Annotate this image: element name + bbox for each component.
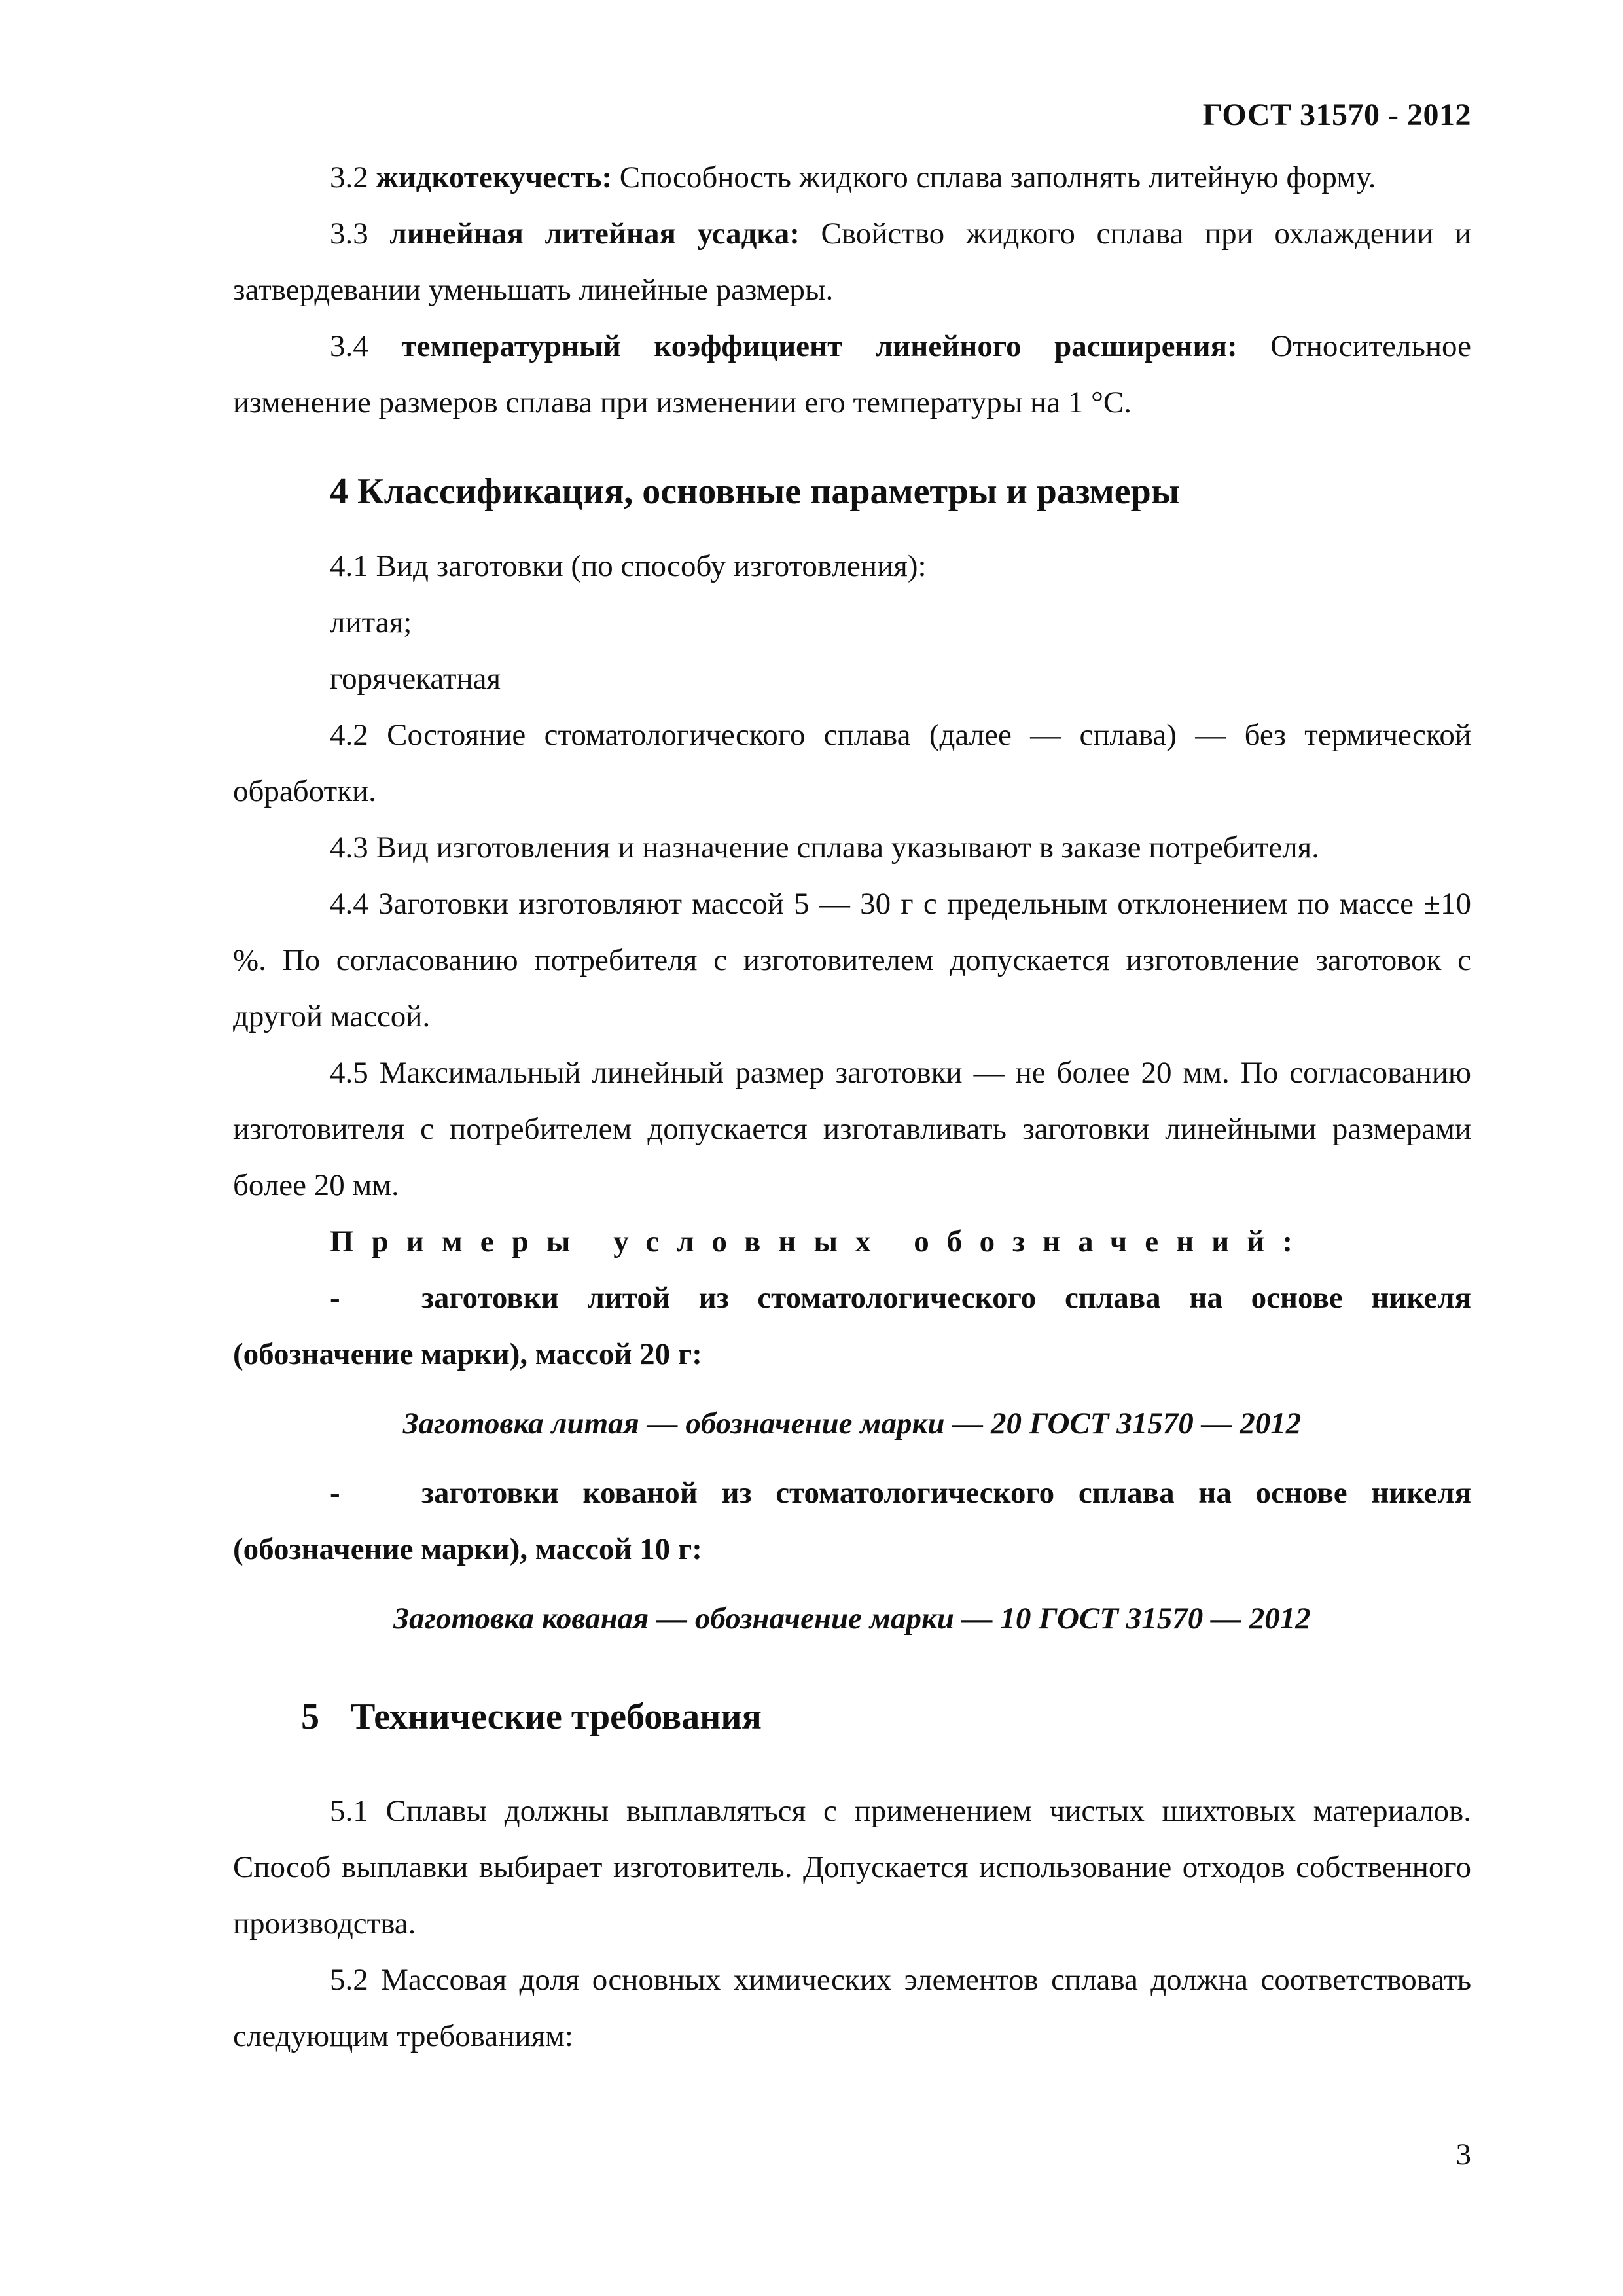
clause-3-4: [233, 318, 1471, 431]
term: линейная литейная усадка:: [389, 217, 800, 251]
term: температурный коэффициент линейного расширения:: [401, 329, 1238, 363]
list-dash: -: [330, 1476, 340, 1510]
clause-4-1: 4.1 Вид заготовки (по способу изготовления):: [330, 549, 927, 583]
example-1-designation: Заготовка литая — обозначение марки — 20 ГОСТ 31570 — 2012: [402, 1407, 1302, 1441]
clause-5-1: 5.1 Сплавы должны выплавляться с применением чистых шихтовых материалов. Способ выплавки выбирает изготовитель. Допускается использование отходов собственного производства.: [233, 1794, 1471, 1941]
section-5-number: 5: [301, 1696, 319, 1737]
term: жидкотекучесть:: [376, 160, 613, 194]
definition: Способность жидкого сплава заполнять литейную форму.: [612, 160, 1376, 194]
section-5-heading: [233, 1689, 1471, 1745]
examples-title: Примеры условных обозначений:: [330, 1225, 1310, 1259]
clause-4-1-item-cast: литая;: [330, 605, 412, 639]
clause-3-3: [233, 206, 1471, 318]
clause-4-4: 4.4 Заготовки изготовляют массой 5 — 30 г с предельным отклонением по массе ±10 %. По согласованию потребителя с изготовителем допускается изготовление заготовок с другой массой.: [233, 887, 1471, 1033]
definition: Свойство жидкого сплава при охлаждении и затвердевании уменьшать линейные размеры.: [233, 217, 1472, 307]
section-4-heading: 4 Классификация, основные параметры и размеры: [330, 471, 1180, 512]
example-2: [233, 1465, 1471, 1577]
clause-5-2: 5.2 Массовая доля основных химических элементов сплава должна соответствовать следующим требованиям:: [233, 1963, 1471, 2053]
clause-4-5: 4.5 Максимальный линейный размер заготовки — не более 20 мм. По согласованию изготовителя с потребителем допускается изготавливать заготовки линейными размерами более 20 мм.: [233, 1056, 1471, 1202]
clause-number: 3.4: [330, 329, 402, 363]
list-dash: -: [330, 1281, 340, 1315]
document-body: [233, 149, 1471, 2064]
page-number: 3: [1455, 2138, 1471, 2172]
clause-4-3: 4.3 Вид изготовления и назначение сплава указывают в заказе потребителя.: [330, 831, 1320, 865]
example-1: [233, 1270, 1471, 1382]
clause-4-2: 4.2 Состояние стоматологического сплава (далее — сплава) — без термической обработки.: [233, 718, 1471, 808]
definition: Относительное изменение размеров сплава при изменении его температуры на 1 °С.: [233, 329, 1471, 420]
document-header: ГОСТ 31570 - 2012: [1202, 98, 1471, 132]
example-2-text: заготовки кованой из стоматологического сплава на основе никеля (обозначение марки), массой 10 г:: [233, 1476, 1471, 1566]
clause-3-2: [233, 149, 1471, 206]
example-2-designation: Заготовка кованая — обозначение марки — 10 ГОСТ 31570 — 2012: [393, 1602, 1311, 1636]
clause-number: 3.3: [330, 217, 390, 251]
clause-4-1-item-hotrolled: горячекатная: [330, 662, 501, 696]
clause-number: 3.2: [330, 160, 376, 194]
section-5-title: Технические требования: [351, 1696, 762, 1737]
example-1-text: заготовки литой из стоматологического сплава на основе никеля (обозначение марки), массой 20 г:: [233, 1281, 1471, 1371]
